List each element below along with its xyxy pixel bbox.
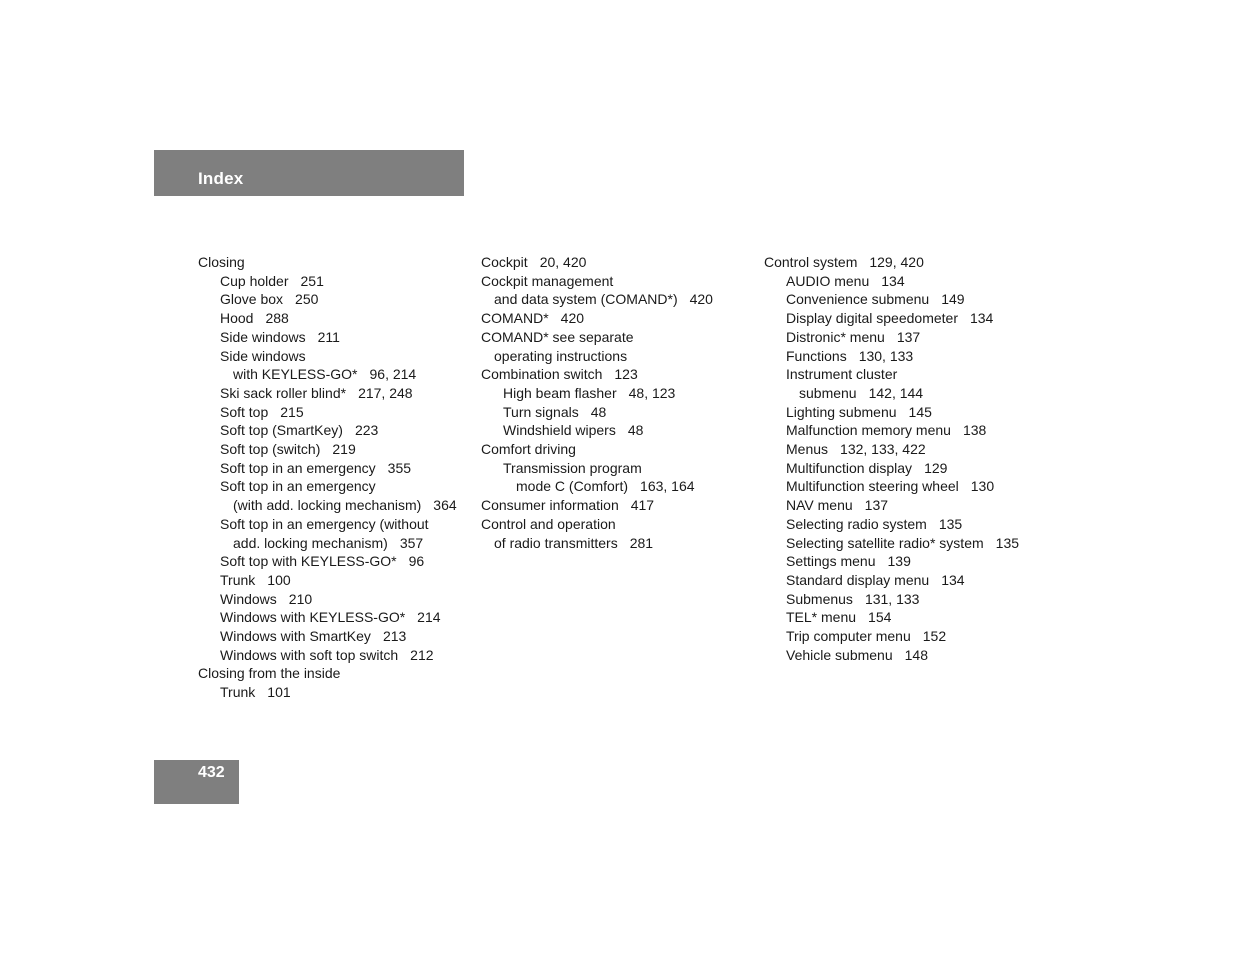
index-entry — [481, 459, 713, 478]
index-entry — [198, 272, 457, 291]
index-entry-text: Malfunction memory menu — [786, 422, 951, 439]
index-entry — [764, 477, 1019, 496]
index-entry — [198, 515, 457, 534]
index-entry-text: High beam flasher — [503, 384, 617, 401]
index-entry-text: COMAND* see separate — [481, 328, 634, 345]
index-entry-pages[interactable]: 145 — [908, 403, 932, 420]
index-entry-text: Closing from the inside — [198, 665, 341, 682]
index-entry — [764, 534, 1019, 553]
index-entry-pages[interactable]: 20, 420 — [539, 254, 587, 270]
index-entry-pages[interactable]: 100 — [267, 571, 291, 588]
index-entry-pages[interactable]: 138 — [962, 422, 987, 439]
index-entry-pages[interactable]: 210 — [288, 590, 313, 607]
index-entry — [764, 608, 1019, 627]
index-entry — [481, 515, 713, 534]
index-entry — [764, 646, 1019, 665]
index-entry-text: Selecting radio system — [786, 515, 927, 532]
index-entry-pages[interactable]: 251 — [300, 272, 324, 289]
index-entry-text: Cup holder — [220, 272, 289, 289]
index-entry-text: Trunk — [220, 571, 256, 588]
index-entry-pages[interactable]: 357 — [399, 534, 424, 551]
index-entry-text: mode C (Comfort) — [516, 478, 629, 495]
index-entry-pages[interactable]: 131, 133 — [864, 590, 920, 607]
index-title: Index — [198, 169, 244, 188]
index-entry-text: Hood — [220, 310, 254, 327]
index-entry-text: Side windows — [220, 328, 306, 345]
index-entry-text: NAV menu — [786, 497, 853, 514]
index-entry-pages[interactable]: 96 — [408, 553, 425, 570]
index-entry-pages[interactable]: 48 — [590, 403, 607, 420]
index-entry — [764, 253, 1019, 272]
index-entry-pages[interactable]: 135 — [938, 515, 963, 532]
index-entry-pages[interactable]: 219 — [332, 441, 356, 458]
index-entry-pages[interactable]: 281 — [629, 534, 654, 551]
index-entry-text: Windows with SmartKey — [220, 628, 371, 645]
index-entry-text: Lighting submenu — [786, 403, 897, 420]
index-entry — [198, 365, 457, 384]
index-entry-pages[interactable]: 48 — [627, 422, 644, 439]
index-entry-text: Control system — [764, 254, 858, 270]
index-entry-pages[interactable]: 213 — [382, 628, 407, 645]
index-entry-text: COMAND* — [481, 310, 549, 327]
index-entry — [481, 534, 713, 553]
index-entry — [198, 440, 457, 459]
index-entry-pages[interactable]: 288 — [265, 310, 289, 327]
index-entry-text: Soft top (SmartKey) — [220, 422, 343, 439]
index-entry — [764, 571, 1019, 590]
index-entry-text: Trunk — [220, 684, 256, 701]
index-entry-text: with KEYLESS-GO* — [233, 366, 358, 383]
index-entry — [481, 347, 713, 366]
index-entry — [481, 365, 713, 384]
index-entry — [764, 403, 1019, 422]
index-entry-pages[interactable]: 130, 133 — [858, 347, 914, 364]
index-entry-text: Windows — [220, 590, 277, 607]
index-column-3 — [764, 253, 1019, 664]
index-entry — [764, 496, 1019, 515]
index-entry — [198, 347, 457, 366]
index-entry — [764, 384, 1019, 403]
index-entry-text: Transmission program — [503, 459, 642, 476]
index-entry-text: Standard display menu — [786, 571, 930, 588]
index-entry-text: of radio transmitters — [494, 534, 618, 551]
index-entry — [764, 552, 1019, 571]
index-entry-text: Windows with soft top switch — [220, 646, 399, 663]
index-entry-pages[interactable]: 48, 123 — [628, 384, 676, 401]
index-entry — [764, 309, 1019, 328]
index-entry-text: Selecting satellite radio* system — [786, 534, 984, 551]
index-entry-text: Glove box — [220, 291, 284, 308]
index-entry-text: Soft top in an emergency — [220, 478, 376, 495]
index-entry — [198, 571, 457, 590]
index-entry — [198, 253, 457, 272]
index-entry-pages[interactable]: 250 — [295, 291, 319, 308]
index-entry-text: (with add. locking mechanism) — [233, 497, 422, 514]
index-entry-pages[interactable]: 142, 144 — [868, 384, 924, 401]
index-entry-text: Ski sack roller blind* — [220, 384, 347, 401]
index-entry-text: Consumer information — [481, 497, 619, 514]
index-entry — [764, 459, 1019, 478]
index-entry-text: Comfort driving — [481, 441, 576, 458]
index-entry-pages[interactable]: 223 — [354, 422, 379, 439]
index-entry — [198, 290, 457, 309]
index-entry — [481, 272, 713, 291]
index-entry-text: Display digital speedometer — [786, 310, 958, 327]
index-entry-text: Functions — [786, 347, 847, 364]
index-entry-text: Cockpit management — [481, 272, 614, 289]
index-entry-text: Multifunction display — [786, 459, 913, 476]
index-entry-text: Convenience submenu — [786, 291, 930, 308]
index-column-2 — [481, 253, 713, 552]
index-entry — [198, 534, 457, 553]
index-entry-pages[interactable]: 134 — [881, 272, 905, 289]
index-entry-text: Cockpit — [481, 254, 528, 270]
index-entry — [764, 272, 1019, 291]
index-entry-pages[interactable]: 132, 133, 422 — [840, 441, 926, 458]
index-entry-pages[interactable]: 134 — [969, 310, 994, 327]
index-entry — [764, 421, 1019, 440]
index-entry-text: Soft top — [220, 403, 269, 420]
index-entry — [481, 384, 713, 403]
index-entry-text: add. locking mechanism) — [233, 534, 388, 551]
index-entry-text: Distronic* menu — [786, 328, 885, 345]
index-entry-pages[interactable]: 163, 164 — [640, 478, 695, 495]
index-entry-text: Multifunction steering wheel — [786, 478, 959, 495]
index-entry-text: Windows with KEYLESS-GO* — [220, 609, 406, 626]
index-entry-pages[interactable]: 215 — [280, 403, 304, 420]
index-entry-pages[interactable]: 214 — [417, 609, 441, 626]
index-entry — [764, 365, 1019, 384]
index-entry-text: Settings menu — [786, 553, 876, 570]
index-entry — [764, 328, 1019, 347]
index-entry-pages[interactable]: 101 — [267, 684, 291, 701]
index-entry-pages[interactable]: 129, 420 — [869, 254, 924, 270]
index-entry-text: Vehicle submenu — [786, 646, 893, 663]
index-entry-text: Windshield wipers — [503, 422, 616, 439]
index-entry — [198, 608, 457, 627]
index-entry-pages[interactable]: 123 — [614, 366, 638, 383]
index-entry — [198, 328, 457, 347]
index-entry — [764, 290, 1019, 309]
index-entry-text: Instrument cluster — [786, 366, 898, 383]
index-entry-text: Menus — [786, 441, 829, 458]
index-entry-pages[interactable]: 417 — [630, 497, 655, 514]
index-entry — [198, 683, 457, 702]
index-entry-pages[interactable]: 217, 248 — [358, 384, 413, 401]
index-entry-pages[interactable]: 355 — [387, 459, 412, 476]
index-entry — [481, 253, 713, 272]
index-entry — [198, 552, 457, 571]
index-entry — [764, 440, 1019, 459]
index-entry — [198, 664, 457, 683]
index-entry-text: Soft top with KEYLESS-GO* — [220, 553, 397, 570]
index-entry-pages[interactable]: 137 — [896, 328, 921, 345]
index-entry-pages[interactable]: 139 — [887, 553, 911, 570]
index-entry-pages[interactable]: 137 — [864, 497, 889, 514]
index-entry — [764, 590, 1019, 609]
index-entry — [198, 627, 457, 646]
index-entry-pages[interactable]: 154 — [868, 609, 892, 626]
index-entry — [764, 515, 1019, 534]
index-entry-text: TEL* menu — [786, 609, 857, 626]
index-entry — [764, 627, 1019, 646]
index-entry-pages[interactable]: 364 — [433, 497, 457, 514]
index-entry — [481, 403, 713, 422]
index-entry-text: AUDIO menu — [786, 272, 870, 289]
index-entry-pages[interactable]: 148 — [904, 646, 928, 663]
index-entry — [198, 646, 457, 665]
index-entry-pages[interactable]: 129 — [924, 459, 948, 476]
index-entry-pages[interactable]: 130 — [970, 478, 995, 495]
index-entry — [481, 290, 713, 309]
index-entry-text: Submenus — [786, 590, 853, 607]
index-column-1 — [198, 253, 457, 702]
index-entry-text: Control and operation — [481, 515, 616, 532]
index-entry-pages[interactable]: 211 — [317, 328, 340, 345]
index-entry-text: submenu — [799, 384, 857, 401]
index-entry — [198, 477, 457, 496]
index-entry — [481, 309, 713, 328]
index-entry — [198, 459, 457, 478]
index-entry — [198, 403, 457, 422]
index-entry-pages[interactable]: 152 — [922, 628, 947, 645]
index-entry — [481, 477, 713, 496]
index-entry — [481, 496, 713, 515]
index-entry-pages[interactable]: 96, 214 — [369, 366, 417, 383]
index-entry — [481, 440, 713, 459]
index-entry-text: Trip computer menu — [786, 628, 911, 645]
index-entry-text: Turn signals — [503, 403, 579, 420]
index-entry-pages[interactable]: 134 — [941, 571, 965, 588]
index-entry-pages[interactable]: 420 — [560, 310, 585, 327]
index-entry — [481, 421, 713, 440]
index-entry-text: Combination switch — [481, 366, 603, 383]
index-entry-text: and data system (COMAND*) — [494, 291, 678, 308]
index-entry-text: Soft top (switch) — [220, 441, 321, 458]
page-number: 432 — [198, 764, 225, 781]
index-entry-pages[interactable]: 149 — [941, 291, 965, 308]
index-entry-text: Closing — [198, 254, 245, 270]
index-entry — [764, 347, 1019, 366]
index-entry — [198, 309, 457, 328]
index-entry-text: Soft top in an emergency (without — [220, 515, 429, 532]
index-entry — [198, 590, 457, 609]
page-number-box — [154, 760, 239, 804]
index-entry — [198, 496, 457, 515]
index-entry-pages[interactable]: 420 — [689, 291, 713, 308]
index-entry-text: operating instructions — [494, 347, 628, 364]
index-entry — [198, 421, 457, 440]
index-entry-pages[interactable]: 135 — [995, 534, 1020, 551]
index-entry-text: Side windows — [220, 347, 306, 364]
index-entry-text: Soft top in an emergency — [220, 459, 376, 476]
index-entry-pages[interactable]: 212 — [410, 646, 434, 663]
index-entry — [481, 328, 713, 347]
index-entry — [198, 384, 457, 403]
